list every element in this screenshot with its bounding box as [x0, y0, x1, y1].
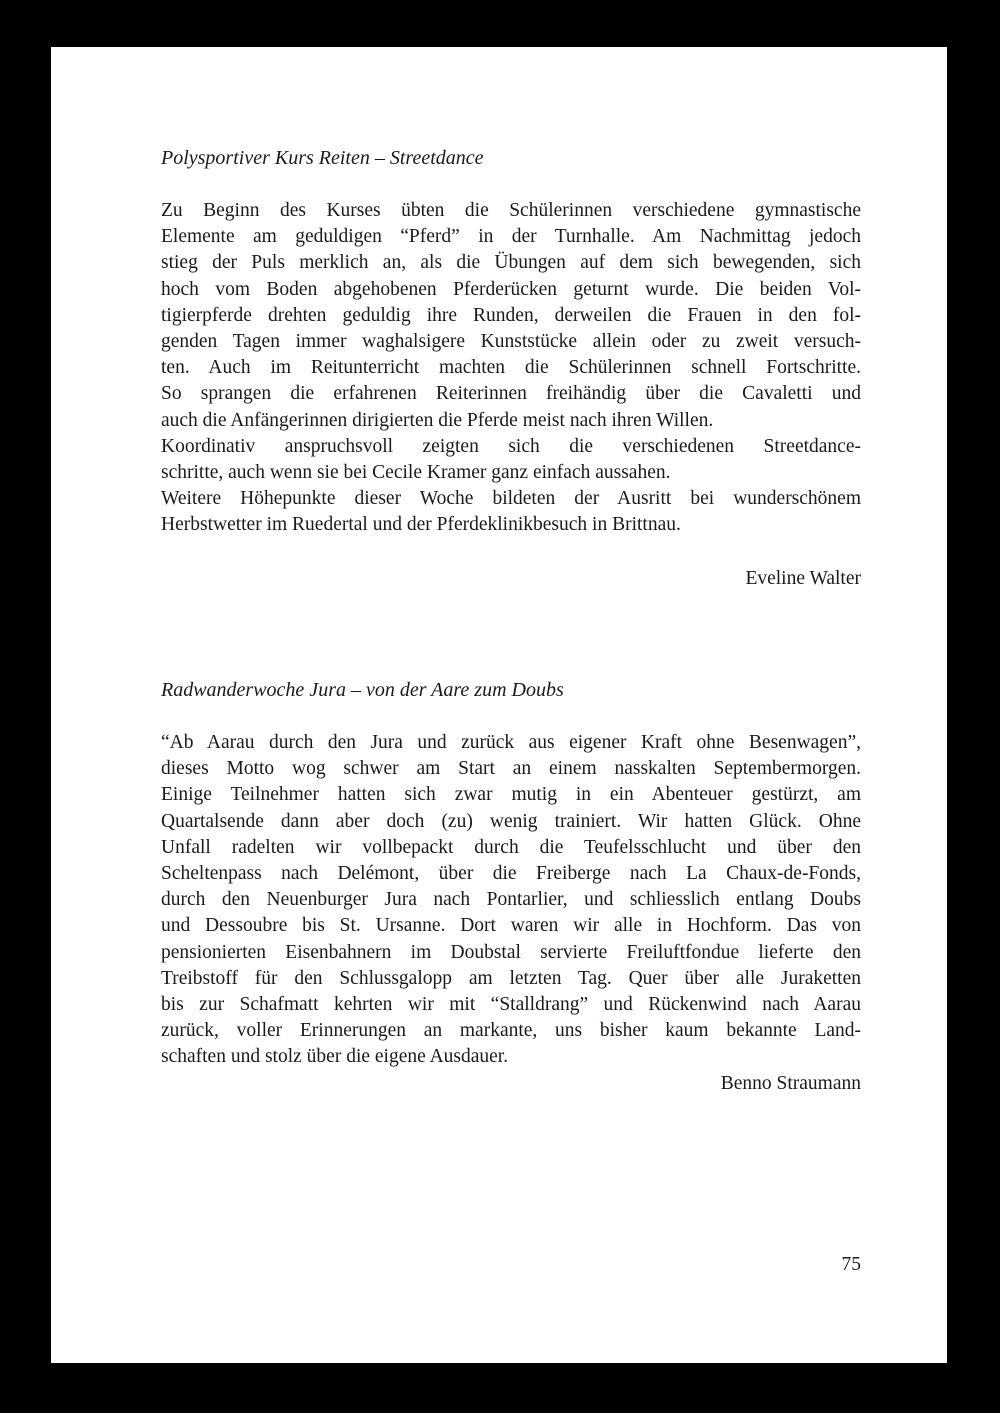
- body-line: Einige Teilnehmer hatten sich zwar mutig in ein Abenteuer gestürzt, am: [161, 784, 861, 806]
- body-line: dieses Motto wog schwer am Start an einem nasskalten Septembermorgen.: [161, 758, 861, 780]
- body-line: schaften und stolz über die eigene Ausdauer.: [161, 1046, 509, 1068]
- body-line: genden Tagen immer waghalsigere Kunststücke allein oder zu zweit versuch-: [161, 331, 861, 353]
- body-line: Herbstwetter im Ruedertal und der Pferdeklinikbesuch in Brittnau.: [161, 514, 681, 536]
- body-line: Elemente am geduldigen “Pferd” in der Turnhalle. Am Nachmittag jedoch: [161, 226, 861, 248]
- body-line: Zu Beginn des Kurses übten die Schülerinnen verschiedene gymnastische: [161, 200, 861, 221]
- body-line: zurück, voller Erinnerungen an markante, uns bisher kaum bekannte Land-: [161, 1020, 861, 1042]
- body-line: bis zur Schafmatt kehrten wir mit “Stalldrang” und Rückenwind nach Aarau: [161, 994, 861, 1016]
- body-line: durch den Neuenburger Jura nach Pontarlier, und schliesslich entlang Doubs: [161, 889, 861, 911]
- page-number: 75: [841, 1254, 861, 1275]
- body-line: So sprangen die erfahrenen Reiterinnen freihändig über die Cavaletti und: [161, 383, 861, 405]
- article-radwanderwoche-jura: [161, 677, 861, 1097]
- article-body: [161, 730, 861, 1071]
- body-line: tigierpferde drehten geduldig ihre Runden, derweilen die Frauen in den fol-: [161, 304, 861, 326]
- body-line: und Dessoubre bis St. Ursanne. Dort waren wir alle in Hochform. Das von: [161, 915, 861, 937]
- body-line: hoch vom Boden abgehobenen Pferderücken geturnt wurde. Die beiden Vol-: [161, 278, 861, 300]
- body-line: Scheltenpass nach Delémont, über die Freiberge nach La Chaux-de-Fonds,: [161, 863, 861, 885]
- document-page: [51, 47, 947, 1363]
- body-line: ten. Auch im Reitunterricht machten die Schülerinnen schnell Fortschritte.: [161, 357, 861, 379]
- body-line: Treibstoff für den Schlussgalopp am letzten Tag. Quer über alle Juraketten: [161, 967, 861, 989]
- article-reiten-streetdance: [161, 145, 861, 592]
- body-line: Koordinativ anspruchsvoll zeigten sich die verschiedenen Streetdance-: [161, 435, 861, 457]
- body-line: auch die Anfängerinnen dirigierten die Pferde meist nach ihren Willen.: [161, 409, 714, 431]
- article-heading: Polysportiver Kurs Reiten – Streetdance: [161, 147, 484, 169]
- article-author: Benno Straumann: [720, 1072, 861, 1094]
- article-author: Eveline Walter: [745, 567, 861, 589]
- body-line: Quartalsende dann aber doch (zu) wenig trainiert. Wir hatten Glück. Ohne: [161, 810, 861, 832]
- body-line: schritte, auch wenn sie bei Cecile Kramer ganz einfach aussahen.: [161, 462, 671, 484]
- article-body: [161, 198, 861, 539]
- body-line: stieg der Puls merklich an, als die Übungen auf dem sich bewegenden, sich: [161, 252, 861, 274]
- body-line: “Ab Aarau durch den Jura und zurück aus eigener Kraft ohne Besenwagen”,: [161, 732, 861, 753]
- article-heading: Radwanderwoche Jura – von der Aare zum Doubs: [161, 679, 564, 701]
- body-line: Unfall radelten wir vollbepackt durch die Teufelsschlucht und über den: [161, 836, 861, 858]
- body-line: pensionierten Eisenbahnern im Doubstal servierte Freiluftfondue lieferte den: [161, 941, 861, 963]
- body-line: Weitere Höhepunkte dieser Woche bildeten der Ausritt bei wunderschönem: [161, 488, 861, 510]
